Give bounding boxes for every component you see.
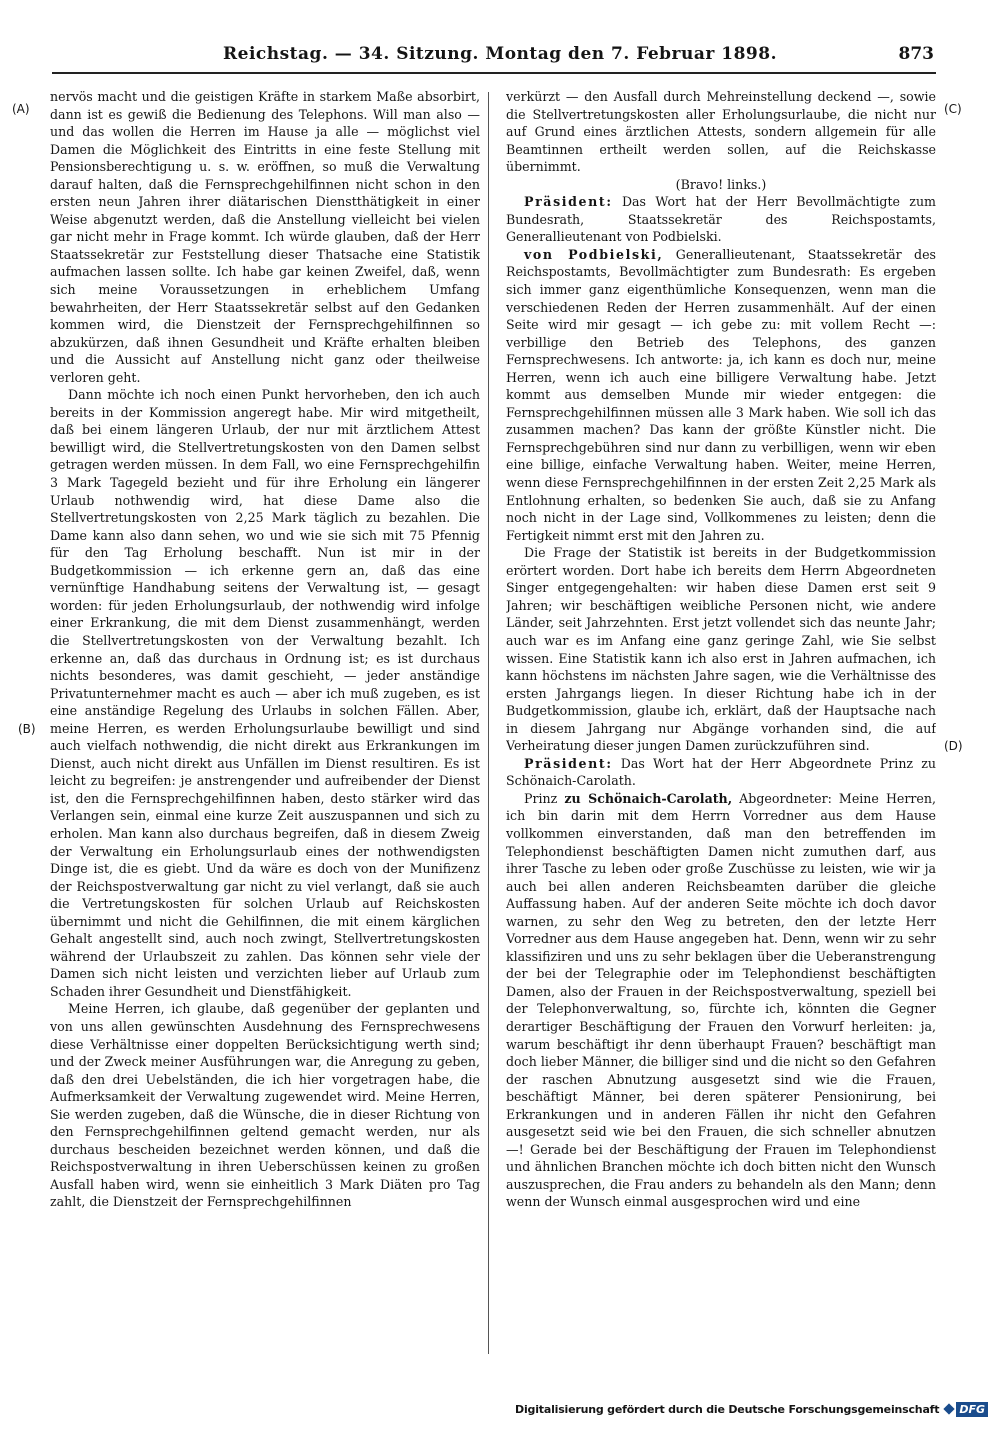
dfg-diamond-icon [944,1403,955,1414]
running-head: Reichstag. — 34. Sitzung. Montag den 7. Februar 1898. [223,44,777,64]
margin-marker-a: (A) [12,102,30,116]
speech-text-podbielski: Generallieutenant, Staatssekretär des Reichspostamts, Bevollmächtigter zum Bundesrath: Es ergeben sich immer ganz eigenthümliche Konsequenzen, wenn man die verschiedenen Reden der Herren zusammenhält. Auf der einen Seite wird mir gesagt — ich gebe zu: mit vollem Recht —: verbillige den Betrieb des Telephons, des ganzen Fernsprechwesens. Ich antworte: ja, ich kann es doch nur, meine Herren, wenn ich auch eine billigere Verwaltung habe. Jetzt kommt aus demselben Munde mir wieder entgegen: die Fernsprechgehilfinnen müssen alle 3 Mark haben. Wie soll ich das zusammen machen? Das kann der größte Künstler nicht. Die Fernsprechgebühren sind nur dann zu verbilligen, wenn wir eben eine billige, einfache Verwaltung haben. Weiter, meine Herren, wenn diese Fernsprechgehilfinnen in der ersten Zeit 2,25 Mark als Entlohnung erhalten, so bedenken Sie auch, daß sie zu Anfang noch nicht in der Lage sind, Vollkommenes zu leisten; denn die Fertigkeit nimmt erst mit den Jahren zu. [506,246,936,543]
dfg-logo-text: DFG [956,1402,988,1417]
left-column [50,88,480,1378]
speaker-prefix-carolath: Prinz [524,790,565,806]
footer-credit [515,1398,988,1420]
right-paragraph-2: Die Frage der Statistik ist bereits in der Budgetkommission erörtert worden. Dort habe ich bereits dem Herrn Abgeordneten Singer entgegengehalten: wir haben diese Damen erst seit 9 Jahren; wir beschäftigen weibliche Personen nicht, wie andere Länder, seit Jahrzehnten. Erst jetzt vollendet sich das neunte Jahr; auch war es im Anfang eine ganz geringe Zahl, wie Sie selbst wissen. Eine Statistik kann ich also erst in Jahren aufmachen, ich kann höchstens im nächsten Jahre sagen, wie die Verhältnisse des ersten Jahrgangs liegen. In dieser Richtung habe ich in der Budgetkommission, glaube ich, erklärt, daß der Hauptsache nach in diesem Jahrgang nur Abgänge vorhanden sind, die auf Verheiratung dieser jungen Damen zurückzuführen sind. [506,545,936,754]
left-paragraph-3: Meine Herren, ich glaube, daß gegenüber der geplanten und von uns allen gewünschten Ausdehnung des Fernsprechwesens diese Verhältnisse einer doppelten Berücksichtigung werth sind; und der Zweck meiner Ausführungen war, die Anregung zu geben, daß den drei Uebelständen, die ich hier vorgetragen habe, die Aufmerksamkeit der Verwaltung zugewendet wird. Meine Herren, Sie werden zugeben, daß die Wünsche, die in dieser Richtung von den Fernsprechgehilfinnen geltend gemacht werden, nur als durchaus bescheiden bezeichnet werden können, und daß die Reichspostverwaltung in ihren Ueberschüssen keinen zu großen Ausfall haben wird, wenn sie einheitlich 3 Mark Diäten pro Tag zahlt, die Dienstzeit der Fernsprechgehilfinnen [50,1001,480,1210]
right-paragraph-1: verkürzt — den Ausfall durch Mehreinstellung deckend —, sowie die Stellvertretungskosten aller Erholungsurlaube, die nicht nur auf Grund eines ärztlichen Attests, sondern allgemein für alle Beamtinnen ertheilt werden sollen, auf die Reichskasse übernimmt. [506,89,936,175]
page-header [0,44,1000,72]
speaker-name-carolath: zu Schönaich-Carolath, [564,790,733,806]
speaker-label-president-1: Präsident: [524,194,613,210]
page-number: 873 [898,44,934,64]
speech-podbielski [506,246,936,544]
left-paragraph-1: nervös macht und die geistigen Kräfte in starkem Maße absorbirt, dann ist es gewiß die Bedienung des Telephons. Will man also — und das wollen die Herren im Hause ja alle — möglichst viel Damen die Möglichkeit des Eintritts in eine feste Stellung mit Pensionsberechtigung u. s. w. eröffnen, so muß die Verwaltung darauf halten, daß die Fernsprechgehilfinnen nicht schon in den ersten neun Jahren ihrer diätarischen Dienstthätigkeit in einer Weise abgenutzt werden, daß die Anstellung vielleicht bei vielen gar nicht mehr in Frage kommt. Ich würde glauben, daß der Herr Staatssekretär zur Feststellung dieser Thatsache eine Statistik aufmachen lassen sollte. Ich habe gar keinen Zweifel, daß, wenn sich meine Voraussetzungen in erheblichem Umfang bewahrheiten, der Herr Staatssekretär selbst auf den Gedanken kommen wird, die Dienstzeit der Fernsprechgehilfinnen so abzukürzen, daß ihnen Gesundheit und Kräfte erhalten bleiben und die Aussicht auf Anstellung nicht ganz oder theilweise verloren geht. [50,89,480,385]
president-text-2: Das Wort hat der Herr Abgeordnete Prinz zu Schönaich-Carolath. [506,755,936,789]
margin-marker-c: (C) [944,102,962,116]
dfg-logo [945,1402,988,1417]
speaker-name-podbielski: von Podbielski, [524,246,664,262]
right-column [506,88,936,1378]
president-remark-1 [506,193,936,246]
margin-marker-d: (D) [944,739,963,753]
column-divider [488,92,489,1354]
applause-note: (Bravo! links.) [675,176,767,192]
left-paragraph-2: Dann möchte ich noch einen Punkt hervorheben, den ich auch bereits in der Kommission angeregt habe. Mir wird mitgetheilt, daß bei einem längeren Urlaub, der nur mit ärztlichem Attest bewilligt wird, die Stellvertretungskosten von den Damen selbst getragen werden müssen. In dem Fall, wo eine Fernsprechgehilfin 3 Mark Tagegeld bezieht und für ihre Erholung ein längerer Urlaub nothwendig wird, hat diese Dame also die Stellvertretungskosten von 2,25 Mark täglich zu bezahlen. Die Dame kann also dann sehen, wo und wie sie sich mit 75 Pfennig für den Tag Erholung beschafft. Nun ist mir in der Budgetkommission — ich erkenne gern an, daß das eine vernünftige Handhabung seitens der Verwaltung ist, — gesagt worden: für jeden Erholungsurlaub, der nothwendig wird infolge einer Erkrankung, die mit dem Dienst zusammenhängt, werden die Stellvertretungskosten von der Verwaltung bezahlt. Ich erkenne an, daß das durchaus in Ordnung ist; es ist durchaus nichts besonderes, was damit geschieht, — jeder anständige Privatunternehmer macht es auch — aber ich muß zugeben, es ist eine anständige Regelung des Urlaubs in solchen Fällen. Aber, meine Herren, es werden Erholungsurlaube bewilligt und sind auch vielfach nothwendig, die nicht direkt aus Erkrankungen im Dienst, auch nicht direkt aus Unfällen im Dienst resultiren. Es ist leicht zu begreifen: je anstrengender und aufreibender der Dienst ist, den die Fernsprechgehilfinnen haben, desto stärker wird das Verlangen sein, einmal eine kurze Zeit auszuspannen und sich zu erholen. Man kann also durchaus begreifen, daß in diesem Zweig der Verwaltung ein Erholungsurlaub eines der nothwendigsten Dinge ist, die es giebt. Und da wäre es doch von der Munifizenz der Reichspostverwaltung gar nicht zu viel verlangt, daß sie auch die Vertretungskosten für solchen Urlaub auf Reichskosten übernimmt und nicht die Gehilfinnen, die mit einem kärglichen Gehalt angestellt sind, auch noch zwingt, Stellvertretungskosten während der Urlaubszeit zu zahlen. Das können sehr viele der Damen sich nicht leisten und verzichten lieber auf Urlaub zum Schaden ihrer Gesundheit und Dienstfähigkeit. [50,387,480,999]
president-text-1: Das Wort hat der Herr Bevollmächtigte zum Bundesrath, Staatssekretär des Reichspostamts, Generallieutenant von Podbielski. [506,194,936,245]
speech-carolath [506,790,936,1211]
speech-text-carolath: Abgeordneter: Meine Herren, ich bin darin mit dem Herrn Vorredner aus dem Hause vollkommen einverstanden, daß man den betreffenden im Telephondienst beschäftigten Damen nicht zumuthen darf, aus ihrer Tasche zu leben oder große Zuschüsse zu leisten, wie wir ja auch bei allen anderen Reichsbeamten darüber die gleiche Auffassung haben. Auf der anderen Seite möchte ich doch davor warnen, zu sehr den Weg zu betreten, den der letzte Herr Vorredner aus dem Hause angegeben hat. Denn, wenn wir zu sehr klassifiziren und uns zu sehr beklagen über die Ueberanstrengung der bei der Telegraphie oder im Telephondienst beschäftigten Damen, also der Frauen in der Reichspostverwaltung, speziell bei der Telephonverwaltung, so, fürchte ich, könnten die Gegner derartiger Beschäftigung der Frauen den Vorwurf herleiten: ja, warum beschäftigt ihr denn überhaupt Frauen? beschäftigt man doch lieber Männer, die billiger sind und die nicht so den Gefahren der raschen Abnutzung ausgesetzt sind wie die Frauen, beschäftigt Männer, bei deren späterer Pensionirung, bei Erkrankungen und in anderen Fällen ihr nicht den Gefahren ausgesetzt seid wie bei den Frauen, die sich schneller abnutzen —! Gerade bei der Beschäftigung der Frauen im Telephondienst und ähnlichen Branchen möchte ich doch bitten nicht den Wunsch auszusprechen, die Frau anders zu behandeln als den Mann; denn wenn der Wunsch einmal ausgesprochen wird und eine [506,790,936,1210]
president-remark-2 [506,755,936,790]
header-rule [52,72,936,74]
speaker-label-president-2: Präsident: [524,755,613,771]
margin-marker-b: (B) [18,722,36,736]
footer-text: Digitalisierung gefördert durch die Deutsche Forschungsgemeinschaft [515,1402,940,1416]
